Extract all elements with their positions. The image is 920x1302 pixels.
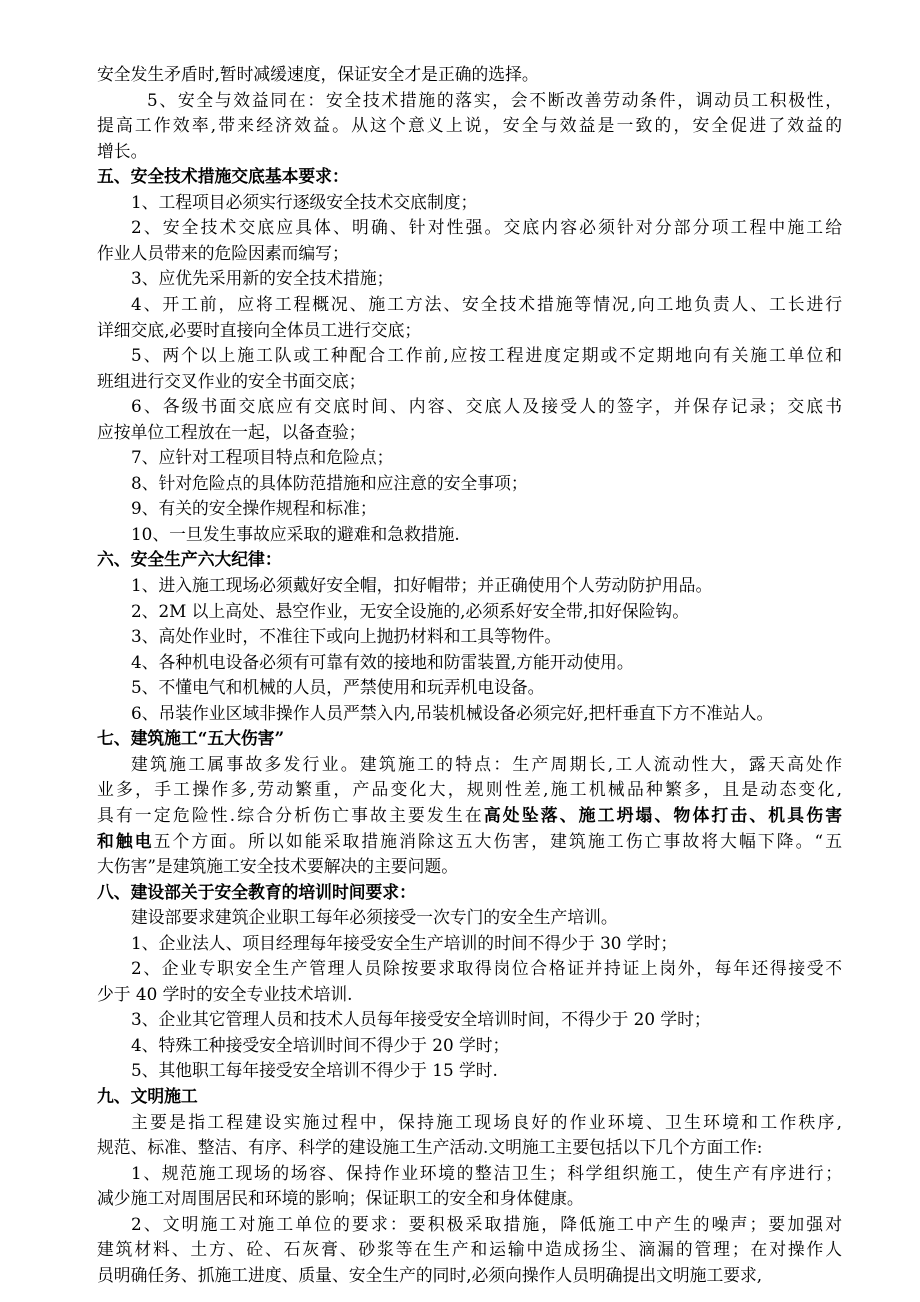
paragraph-line: 提高工作效率,带来经济效益。从这个意义上说，安全与效益是一致的，安全促进了效益的: [97, 115, 842, 136]
paragraph-line: 1、工程项目必须实行逐级安全技术交底制度；: [131, 191, 478, 212]
paragraph-line: 4、特殊工种接受安全培训时间不得少于 20 学时；: [131, 1034, 510, 1055]
paragraph-line: 少于 40 学时的安全专业技术培训.: [97, 983, 353, 1004]
paragraph-line: 1、规范施工现场的场容、保持作业环境的整洁卫生；科学组织施工，使生产有序进行；: [131, 1162, 842, 1183]
paragraph-line: 7、应针对工程项目特点和危险点；: [131, 447, 394, 468]
paragraph-line: 2、2M 以上高处、悬空作业，无安全设施的,必须系好安全带,扣好保险钩。: [131, 600, 689, 621]
paragraph-line: 具有一定危险性.综合分析伤亡事故主要发生在高处坠落、施工坍塌、物体打击、机具伤害: [97, 804, 842, 825]
paragraph-line: 建筑施工属事故多发行业。建筑施工的特点：生产周期长,工人流动性大，露天高处作: [131, 753, 842, 774]
paragraph-line: 安全发生矛盾时,暂时减缓速度，保证安全才是正确的选择。: [97, 64, 539, 84]
paragraph-line: 作业人员带来的危险因素而编写；: [97, 242, 349, 263]
paragraph-line: 10、一旦发生事故应采取的避难和急救措施.: [131, 523, 460, 544]
paragraph-line: 2、文明施工对施工单位的要求：要积极采取措施，降低施工中产生的噪声；要加强对: [131, 1213, 842, 1234]
bold-emphasis: 高处坠落、施工坍塌、物体打击、机具伤害: [483, 804, 842, 825]
paragraph-line: 3、应优先采用新的安全技术措施；: [131, 268, 394, 289]
section-heading: 六、安全生产六大纪律：: [97, 549, 282, 570]
paragraph-line: 1、进入施工现场必须戴好安全帽，扣好帽带；并正确使用个人劳动防护用品。: [131, 575, 713, 595]
paragraph-line: 1、企业法人、项目经理每年接受安全生产培训的时间不得少于 30 学时；: [131, 932, 678, 953]
paragraph-line: 8、针对危险点的具体防范措施和应注意的安全事项；: [131, 472, 528, 493]
paragraph-line: 增长。: [97, 140, 148, 161]
paragraph-line: 大伤害”是建筑施工安全技术要解决的主要问题。: [97, 856, 458, 877]
paragraph-line: 减少施工对周围居民和环境的影响；保证职工的安全和身体健康。: [97, 1188, 584, 1209]
paragraph-line: 建设部要求建筑企业职工每年必须接受一次专门的安全生产培训。: [131, 907, 618, 928]
paragraph-line: 和触电五个方面。所以如能采取措施消除这五大伤害，建筑施工伤亡事故将大幅下降。“五: [97, 830, 842, 851]
paragraph-line: 3、高处作业时，不准往下或向上抛扔材料和工具等物件。: [131, 626, 562, 647]
paragraph-line: 5、安全与效益同在：安全技术措施的落实，会不断改善劳动条件，调动员工积极性，: [147, 89, 842, 110]
paragraph-line: 建筑材料、土方、砼、石灰膏、砂浆等在生产和运输中造成扬尘、滴漏的管理；在对操作人: [97, 1239, 842, 1260]
paragraph-line: 6、吊装作业区域非操作人员严禁入内,吊装机械设备必须完好,把杆垂直下方不准站人。: [131, 702, 774, 723]
paragraph-line: 员明确任务、抓施工进度、质量、安全生产的同时,必须向操作人员明确提出文明施工要求,: [97, 1264, 763, 1285]
section-heading: 九、文明施工: [97, 1086, 198, 1106]
paragraph-line: 9、有关的安全操作规程和标准；: [131, 498, 377, 519]
paragraph-line: 主要是指工程建设实施过程中，保持施工现场良好的作业环境、卫生环境和工作秩序,: [131, 1111, 842, 1132]
section-heading: 五、安全技术措施交底基本要求：: [97, 166, 349, 187]
bold-emphasis: 和触电: [97, 830, 154, 851]
paragraph-line: 6、各级书面交底应有交底时间、内容、交底人及接受人的签字，并保存记录；交底书: [131, 396, 842, 417]
paragraph-line: 应按单位工程放在一起，以备查验；: [97, 421, 366, 442]
section-heading: 八、建设部关于安全教育的培训时间要求：: [97, 881, 416, 902]
section-heading: 七、建筑施工“五大伤害”: [97, 728, 285, 749]
paragraph-line: 规范、标准、整洁、有序、科学的建设施工生产活动.文明施工主要包括以下几个方面工作:: [97, 1137, 763, 1158]
paragraph-line: 5、其他职工每年接受安全培训不得少于 15 学时.: [131, 1060, 498, 1081]
paragraph-line: 2、企业专职安全生产管理人员除按要求取得岗位合格证并持证上岗外，每年还得接受不: [131, 958, 842, 979]
paragraph-line: 4、各种机电设备必须有可靠有效的接地和防雷装置,方能开动使用。: [131, 651, 634, 672]
paragraph-line: 5、不懂电气和机械的人员，严禁使用和玩弄机电设备。: [131, 677, 545, 698]
paragraph-line: 班组进行交叉作业的安全书面交底；: [97, 370, 366, 391]
paragraph-line: 3、企业其它管理人员和技术人员每年接受安全培训时间，不得少于 20 学时；: [131, 1009, 711, 1030]
paragraph-line: 4、开工前，应将工程概况、施工方法、安全技术措施等情况,向工地负责人、工长进行: [131, 293, 842, 314]
paragraph-line: 业多，手工操作多,劳动繁重，产品变化大，规则性差,施工机械品种繁多，且是动态变化,: [97, 779, 842, 800]
paragraph-line: 2、安全技术交底应具体、明确、针对性强。交底内容必须针对分部分项工程中施工给: [131, 217, 842, 238]
paragraph-line: 详细交底,必要时直接向全体员工进行交底；: [97, 319, 422, 340]
paragraph-line: 5、两个以上施工队或工种配合工作前,应按工程进度定期或不定期地向有关施工单位和: [131, 345, 842, 366]
